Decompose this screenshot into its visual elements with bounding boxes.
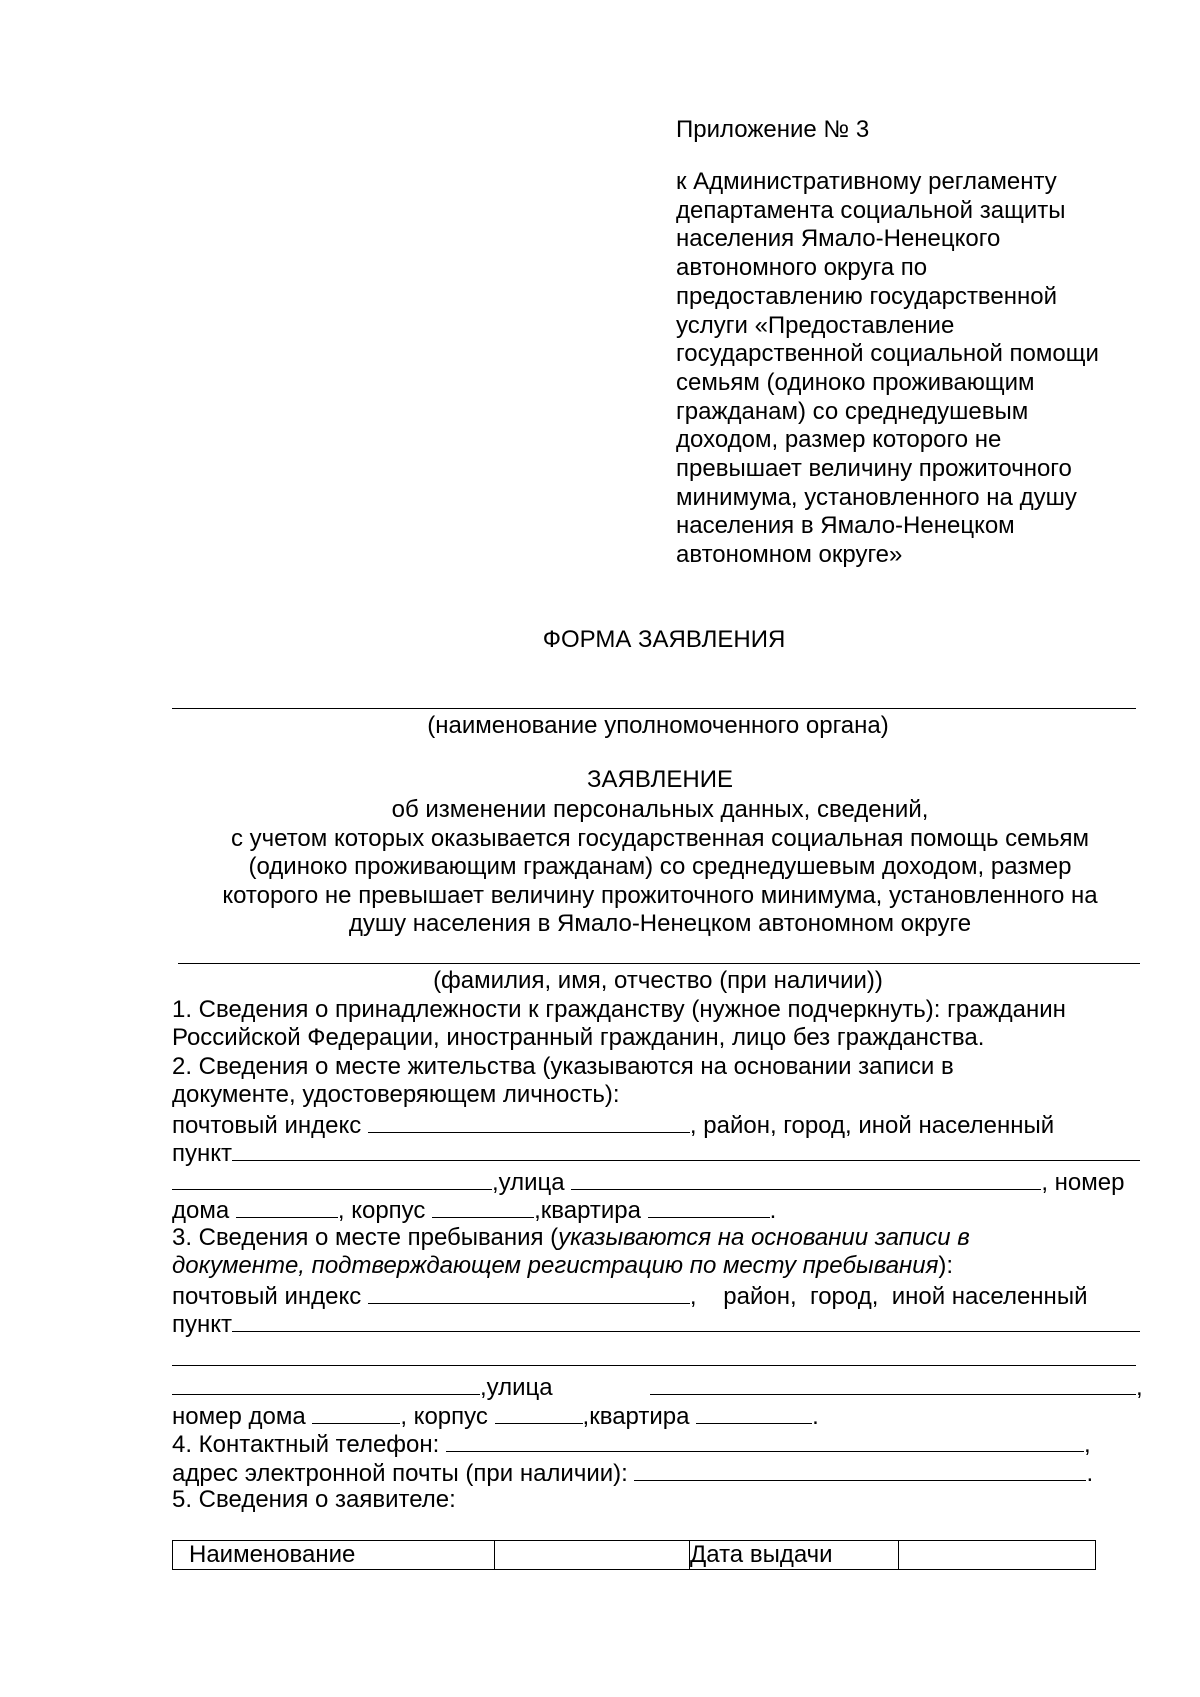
annex-title: Приложение № 3 — [676, 116, 870, 143]
annex-line: гражданам) со среднедушевым — [676, 397, 1029, 425]
stay-line-1 — [172, 1224, 970, 1252]
stay-street-row — [172, 1372, 1143, 1402]
stay-postal-row — [172, 1281, 1087, 1311]
stay-postal-field[interactable] — [368, 1281, 690, 1304]
annex-line: превышает величину прожиточного — [676, 455, 1072, 483]
form-title: ФОРМА ЗАЯВЛЕНИЯ — [542, 626, 786, 653]
table-cell-name-header: Наименование — [173, 1541, 495, 1570]
table-cell-date-header: Дата выдачи — [690, 1541, 899, 1570]
district-label: , район, город, иной населенный — [689, 1112, 1055, 1139]
authority-name-field[interactable] — [172, 708, 1136, 709]
residence-punkt-row — [172, 1138, 1140, 1168]
annex-line: населения в Ямало-Ненецком — [676, 512, 1015, 540]
stay-punkt-field[interactable] — [232, 1309, 1140, 1332]
stay-extra-line-field[interactable] — [172, 1365, 1136, 1366]
stay-locality-field[interactable] — [172, 1372, 480, 1395]
residence-postal-row — [172, 1110, 1054, 1140]
annex-line: доходом, размер которого не — [676, 426, 1002, 454]
annex-line: государственной социальной помощи — [676, 340, 1099, 368]
statement-line: (одиноко проживающим гражданам) со среднедушевым доходом, размер — [248, 853, 1072, 880]
phone-row — [172, 1429, 1091, 1459]
annex-line: населения Ямало-Ненецкого — [676, 225, 1001, 253]
korpus-label: , корпус — [337, 1197, 426, 1224]
table-row — [173, 1541, 1096, 1570]
annex-line: автономном округе» — [676, 541, 903, 569]
comma: , — [1136, 1374, 1143, 1401]
annex-line: услуги «Предоставление — [676, 311, 955, 339]
email-row — [172, 1458, 1093, 1488]
end-mark: . — [769, 1197, 777, 1224]
stay-korpus-field[interactable] — [495, 1401, 583, 1424]
residence-punkt-field[interactable] — [232, 1138, 1140, 1161]
email-end: . — [1086, 1460, 1094, 1487]
punkt-label: пункт — [172, 1140, 233, 1167]
residence-apartment-field[interactable] — [648, 1195, 770, 1218]
residence-street-field[interactable] — [571, 1167, 1041, 1190]
residence-line-1: 2. Сведения о месте жительства (указываются на основании записи в — [172, 1053, 954, 1080]
residence-postal-field[interactable] — [368, 1110, 690, 1133]
annex-line: семьям (одиноко проживающим — [676, 368, 1035, 396]
annex-reference — [676, 168, 1156, 570]
korpus-label: , корпус — [400, 1403, 488, 1430]
stay-house-row — [172, 1401, 819, 1431]
statement-line: душу населения в Ямало-Ненецком автономном округе — [348, 910, 972, 937]
postal-label: почтовый индекс — [172, 1283, 362, 1310]
stay-line-2-italic: документе, подтверждающем регистрацию по месту пребывания — [172, 1252, 939, 1279]
district-label: , район, город, иной населенный — [689, 1283, 1088, 1310]
stay-line-2 — [172, 1252, 953, 1280]
email-label: адрес электронной почты (при наличии): — [172, 1460, 628, 1487]
fio-field[interactable] — [178, 963, 1140, 964]
annex-line: автономного округа по — [676, 254, 928, 282]
number-label: , номер — [1041, 1169, 1125, 1196]
stay-line-1-text: 3. Сведения о месте пребывания ( — [172, 1224, 559, 1251]
authority-caption: (наименование уполномоченного органа) — [427, 712, 889, 739]
table-cell-name-value[interactable] — [495, 1541, 690, 1570]
statement-heading: ЗАЯВЛЕНИЕ — [587, 766, 733, 793]
residence-line-2: документе, удостоверяющем личность): — [172, 1081, 620, 1108]
residence-house-row — [172, 1195, 776, 1225]
residence-house-field[interactable] — [236, 1195, 338, 1218]
phone-label: 4. Контактный телефон: — [172, 1431, 440, 1458]
stay-punkt-row — [172, 1309, 1140, 1339]
annex-line: минимума, установленного на душу — [676, 483, 1077, 511]
statement-line: об изменении персональных данных, сведений, — [391, 796, 929, 823]
postal-label: почтовый индекс — [172, 1112, 362, 1139]
stay-line-2-text: ): — [938, 1252, 954, 1279]
residence-locality-field[interactable] — [172, 1167, 492, 1190]
email-field[interactable] — [634, 1458, 1086, 1481]
citizenship-line-1: 1. Сведения о принадлежности к гражданству (нужное подчеркнуть): гражданин — [172, 996, 1066, 1023]
residence-street-row — [172, 1167, 1124, 1197]
statement-line: с учетом которых оказывается государственная социальная помощь семьям — [230, 825, 1090, 852]
street-label: ,улица — [492, 1169, 565, 1196]
street-label: ,улица — [480, 1374, 553, 1401]
applicant-section-title: 5. Сведения о заявителе: — [172, 1486, 456, 1513]
house-label: номер дома — [172, 1403, 306, 1430]
fio-caption: (фамилия, имя, отчество (при наличии)) — [433, 967, 883, 994]
residence-korpus-field[interactable] — [432, 1195, 534, 1218]
stay-apartment-field[interactable] — [696, 1401, 812, 1424]
phone-field[interactable] — [446, 1429, 1084, 1452]
table-cell-date-value[interactable] — [899, 1541, 1096, 1570]
applicant-table — [172, 1540, 1096, 1570]
apartment-label: ,квартира — [534, 1197, 641, 1224]
annex-line: департамента социальной защиты — [676, 196, 1066, 224]
punkt-label: пункт — [172, 1311, 233, 1338]
stay-house-field[interactable] — [312, 1401, 400, 1424]
house-label: дома — [172, 1197, 230, 1224]
statement-line: которого не превышает величину прожиточного минимума, установленного на — [222, 882, 1098, 909]
annex-line: к Административному регламенту — [676, 168, 1057, 195]
stay-line-1-italic: указываются на основании записи в — [558, 1224, 970, 1251]
annex-line: предоставлению государственной — [676, 282, 1058, 310]
citizenship-line-2: Российской Федерации, иностранный гражданин, лицо без гражданства. — [172, 1024, 985, 1051]
phone-end: , — [1084, 1431, 1091, 1458]
stay-street-field[interactable] — [650, 1372, 1136, 1395]
apartment-label: ,квартира — [582, 1403, 690, 1430]
end-mark: . — [812, 1403, 819, 1430]
